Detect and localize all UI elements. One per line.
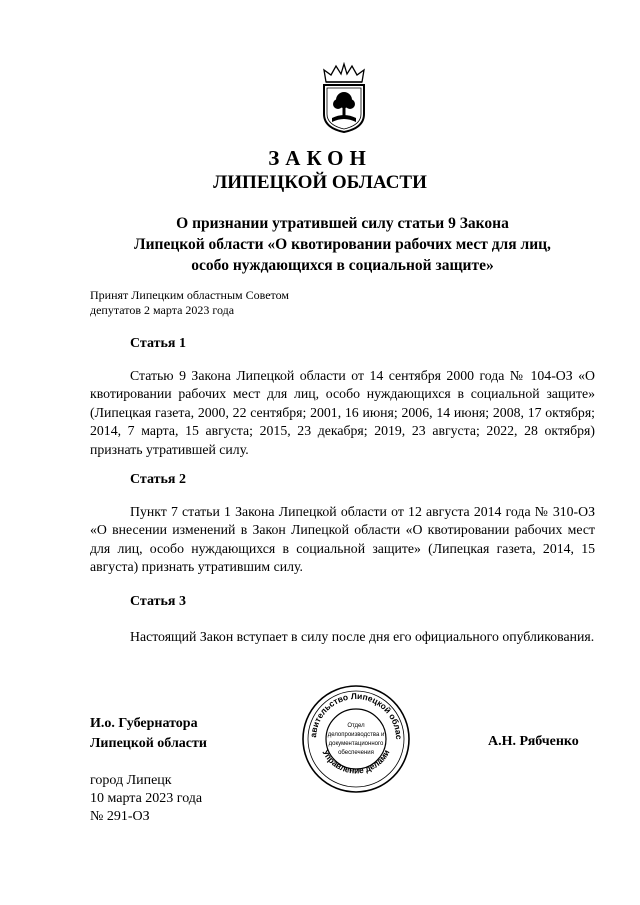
article-1-text [90, 367, 595, 459]
signatory-name: А.Н. Рябченко [488, 734, 579, 749]
signatory-position-line: И.о. Губернатора [90, 716, 198, 731]
stamp-outer-bottom-text: Управление делами [320, 747, 392, 776]
law-heading-line: О признании утратившей силу статьи 9 Закона [176, 215, 509, 232]
coat-of-arms-icon [318, 62, 370, 134]
stamp-center-line: делопроизводства и [327, 732, 385, 738]
signatory-position-line: Липецкой области [90, 736, 207, 751]
official-stamp [300, 683, 412, 795]
date: 10 марта 2023 года [90, 791, 203, 806]
document-footer [90, 772, 202, 826]
law-heading-line: Липецкой области «О квотировании рабочих мест для лиц, [134, 236, 551, 253]
stamp-center-line: документационного [328, 741, 384, 747]
stamp-center-line: обеспечения [338, 750, 374, 756]
document-type-title: ЗАКОН [268, 146, 372, 170]
article-1-body: Статью 9 Закона Липецкой области от 14 сентября 2000 года № 104-ОЗ «О квотировании рабочих мест для лиц, особо нуждающихся в социальной защите» (Липецкая газета, 2000, 22 сентября; 2001, 16 июня; 2006, 14 июня; 2008, 17 октября; 2014, 7 марта, 15 августа; 2015, 23 декабря; 2019, 23 августа; 2022, 28 октября) признать утратившей силу. [90, 368, 595, 457]
article-2-body: Пункт 7 статьи 1 Закона Липецкой области от 12 августа 2014 года № 310-ОЗ «О внесении изменений в Закон Липецкой области «О квотировании рабочих мест для лиц, особо нуждающихся в социальной защите» (Липецкая газета, 2014, 15 августа) признать утратившим силу. [90, 504, 595, 575]
law-number: № 291-ОЗ [90, 809, 150, 824]
article-3-title: Статья 3 [130, 594, 186, 609]
stamp-outer-top-text: авительство Липецкой облас [307, 690, 405, 740]
region-title: ЛИПЕЦКОЙ ОБЛАСТИ [213, 172, 427, 193]
city: город Липецк [90, 773, 172, 788]
article-3-text [90, 628, 595, 646]
article-1-title: Статья 1 [130, 336, 186, 351]
article-2-text [90, 503, 595, 577]
stamp-center-line: Отдел [347, 723, 365, 729]
adoption-note [90, 288, 390, 318]
adoption-note-line: Принят Липецким областным Советом [90, 288, 289, 302]
article-3-body: Настоящий Закон вступает в силу после дня его официального опубликования. [130, 629, 595, 644]
adoption-note-line: депутатов 2 марта 2023 года [90, 303, 235, 317]
signatory-position [90, 714, 207, 754]
article-2-title: Статья 2 [130, 472, 186, 487]
law-heading [90, 213, 595, 276]
law-heading-line: особо нуждающихся в социальной защите» [191, 257, 494, 274]
